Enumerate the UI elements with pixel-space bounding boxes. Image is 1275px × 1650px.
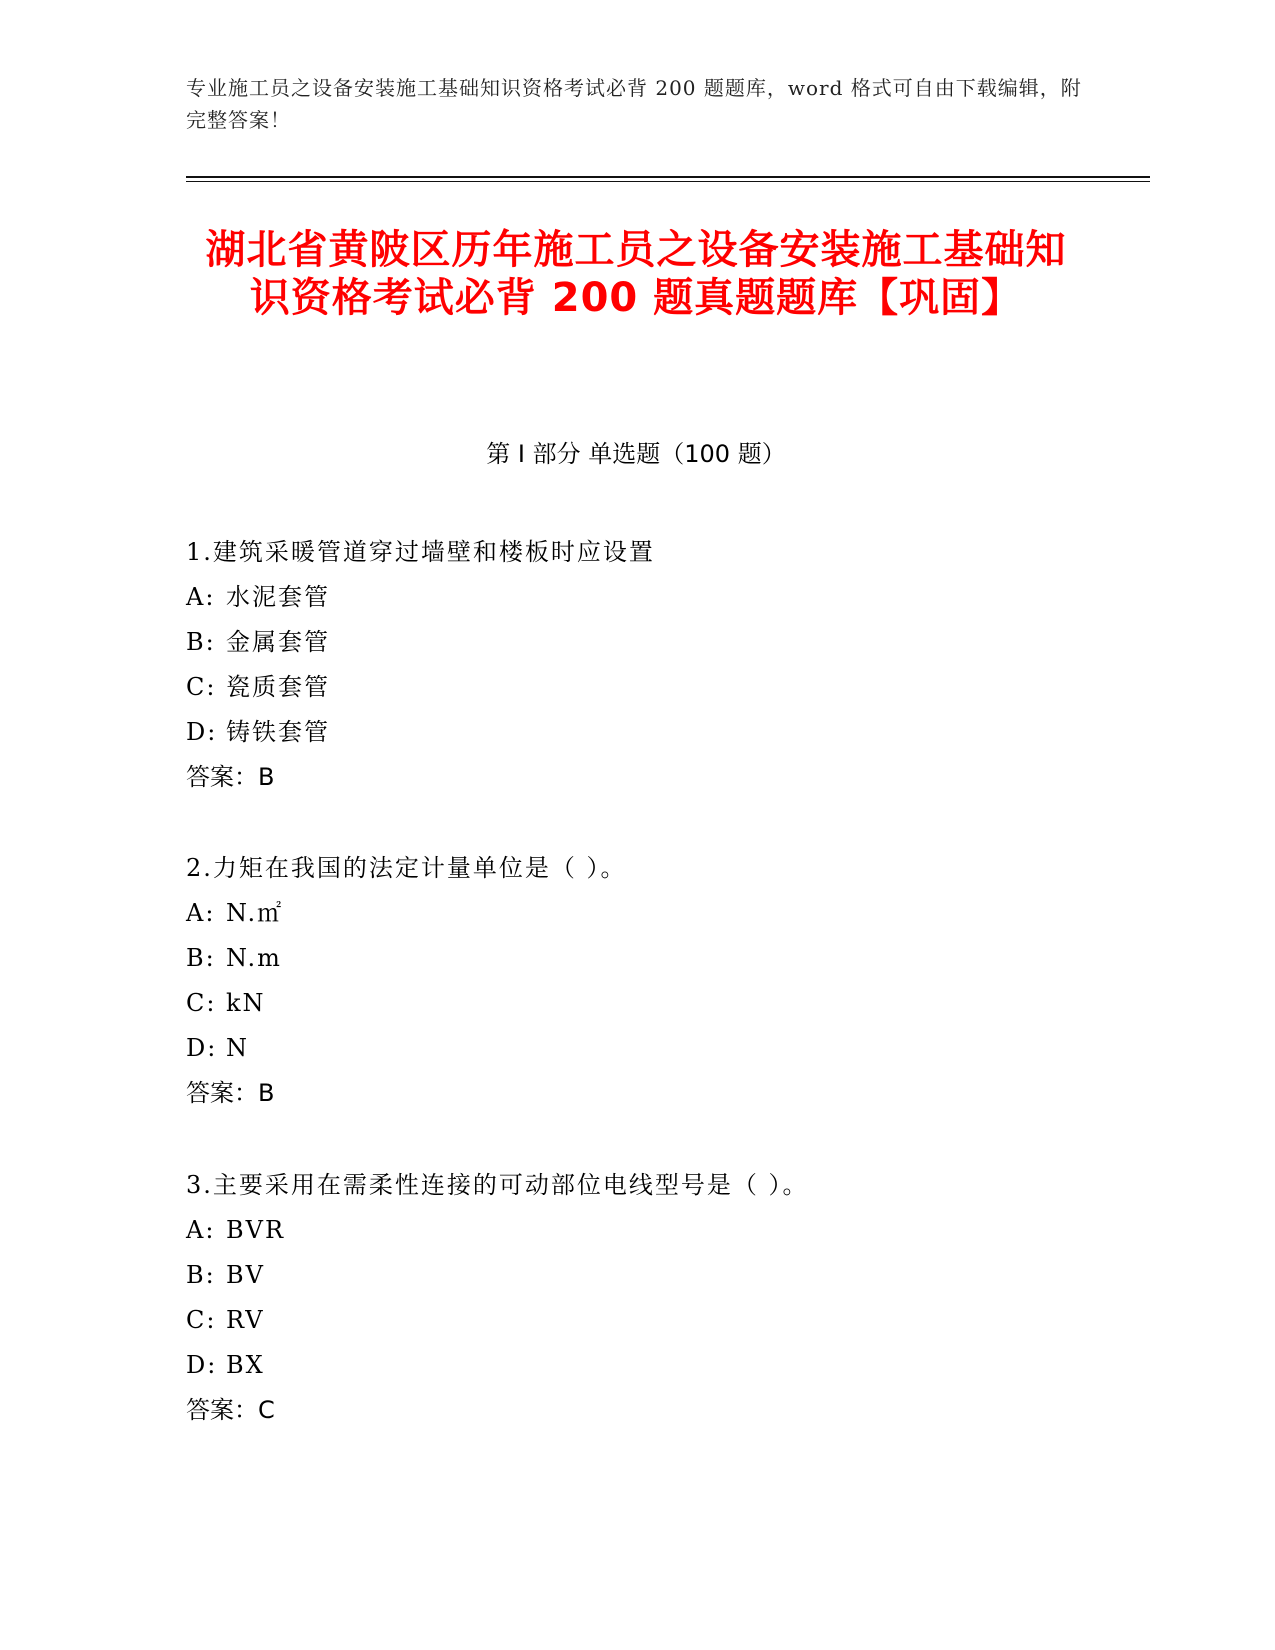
option-text: N.m (226, 944, 282, 972)
option-letter: B: (186, 944, 216, 972)
option-letter: A: (186, 899, 216, 927)
option-text: BVR (226, 1216, 286, 1244)
option-text: BV (226, 1261, 265, 1289)
option-text: BX (226, 1351, 265, 1379)
option-letter: C: (186, 989, 217, 1017)
option-c (186, 665, 1086, 710)
option-letter: B: (186, 628, 216, 656)
answer: 答案：B (186, 763, 275, 791)
option-letter: D: (186, 718, 218, 746)
option-letter: B: (186, 1261, 216, 1289)
question-stem: 2.力矩在我国的法定计量单位是（ ）。 (186, 854, 627, 882)
option-b (186, 936, 1086, 981)
option-d (186, 710, 1086, 755)
question-1 (186, 530, 1086, 800)
document-title: 湖北省黄陂区历年施工员之设备安装施工基础知识资格考试必背 200 题真题题库【巩固】 (205, 227, 1067, 321)
option-letter: C: (186, 673, 217, 701)
option-letter: D: (186, 1351, 218, 1379)
option-a (186, 575, 1086, 620)
option-text: N (226, 1034, 249, 1062)
option-text: 瓷质套管 (226, 673, 330, 701)
option-letter: A: (186, 1216, 216, 1244)
question-3 (186, 1163, 1086, 1433)
option-b (186, 620, 1086, 665)
option-text: RV (226, 1306, 265, 1334)
header-rule-thin (186, 181, 1150, 182)
option-d (186, 1343, 1086, 1388)
option-text: 水泥套管 (226, 583, 330, 611)
option-b (186, 1253, 1086, 1298)
header-rule-thick (186, 176, 1150, 178)
answer: 答案：B (186, 1079, 275, 1107)
question-stem: 1.建筑采暖管道穿过墙壁和楼板时应设置 (186, 538, 655, 566)
option-text: 铸铁套管 (226, 718, 330, 746)
option-text: kN (226, 989, 266, 1017)
option-c (186, 981, 1086, 1026)
option-a (186, 891, 1086, 936)
option-text: 金属套管 (226, 628, 330, 656)
option-letter: C: (186, 1306, 217, 1334)
option-c (186, 1298, 1086, 1343)
answer: 答案：C (186, 1396, 275, 1424)
header-note: 专业施工员之设备安装施工基础知识资格考试必背 200 题题库，word 格式可自由下载编辑，附完整答案！ (186, 76, 1082, 132)
question-stem: 3.主要采用在需柔性连接的可动部位电线型号是（ ）。 (186, 1171, 809, 1199)
option-d (186, 1026, 1086, 1071)
section-title: 第 I 部分 单选题（100 题） (486, 440, 786, 468)
option-text: N.㎡ (226, 899, 284, 927)
option-letter: D: (186, 1034, 218, 1062)
question-2 (186, 846, 1086, 1116)
option-a (186, 1208, 1086, 1253)
option-letter: A: (186, 583, 216, 611)
